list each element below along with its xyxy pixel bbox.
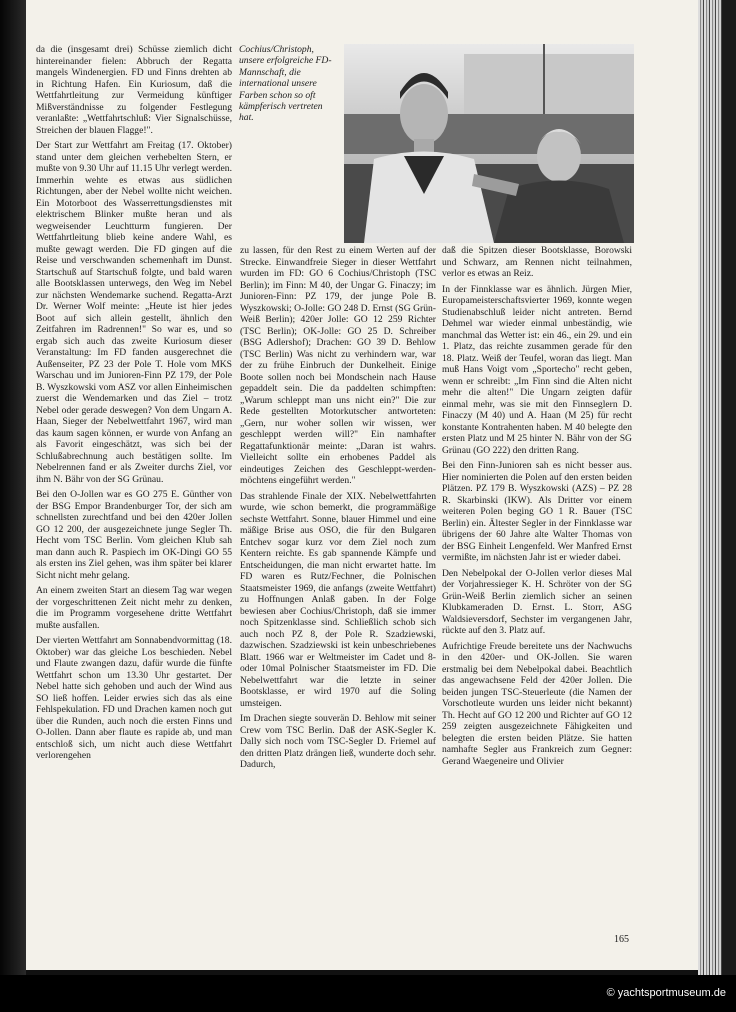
text-column-3: [442, 245, 632, 771]
text-column-1: [36, 44, 232, 766]
paragraph: zu lassen, für den Rest zu einem Werten auf der Strecke. Einwandfreie Sieger in dieser Wettfahrt wurden im FD: GO 6 Cochius/Christoph (TSC Berlin); im Finn: M 40, der Ungar G. Finaczy; im Junioren-Finn: PZ 179, der junge Pole B. Wyszkowski; O-Jolle: GO 248 D. Ernst (SG Grün-Weiß Berlin); 420er Jolle: GO 12 259 Richter (TSC Berlin); OK-Jolle: GO 25 D. Schreiber (BSG Adlershof); Drachen: GO 39 D. Behlow (TSC Berlin) Was nicht zu verhindern war, war der zu frühe Einbruch der Dunkelheit. Einige Boote sollen noch bei Mondschein nach Hause gepaddelt sein. Die da paddelten schimpften: „Warum schleppt man uns nicht ein?" Die zur Rede gestellten Motorkutscher antworteten: „Gern, nur woher sollen wir wissen, wer geschleppt werden will?" Ein namhafter Regattafunktionär meinte: „Daran ist wahrs. Vielleicht sollte ein erhobenes Paddel als eindeutiges Zeichen des Geschleppt-werden-möchtens eingeführt werden.": [240, 245, 436, 486]
paragraph: Aufrichtige Freude bereitete uns der Nachwuchs in den 420er- und OK-Jollen. Sie waren erstmalig bei dem Nebelpokal dabei. Beachtlich das angewachsene Feld der 420er Jollen. Die beiden jungen TSC-Steuerleute (die Namen der Vorschotleute wurden uns leider nicht bekannt) Th. Hecht auf GO 12 200 und Richter auf GO 12 259 zeigten ausgezeichnete Fähigkeiten und belegten die ersten beiden Plätze. Sie hatten namhafte Segler aus Frankreich zum Gegner: Gerand Waegeneire und Olivier: [442, 640, 632, 767]
book-cover-edge: [722, 0, 736, 975]
photo: [344, 44, 634, 243]
paragraph: da die (insgesamt drei) Schüsse ziemlich dicht hintereinander fielen: Abbruch der Regatta mangels Windenergien. FD und Finns drehten ab in Richtung Hafen. Ein Kuriosum, daß die Wettfahrtleitung zur Vermeidung künftiger Mißverständnisse zu folgender Festlegung veranlaßte: „Wettfahrtschluß: Vier Signalschüsse, Streichen der blauen Flagge!".: [36, 44, 232, 136]
book-edge-left: [0, 0, 26, 975]
paragraph: An einem zweiten Start an diesem Tag war wegen der vorgeschrittenen Zeit nicht mehr zu denken, die im Programm vorgesehene dritte Wettfahrt mußte ausfallen.: [36, 585, 232, 631]
paragraph: In der Finnklasse war es ähnlich. Jürgen Mier, Europameisterschaftsvierter 1969, konnte wegen Studienabschluß leider nicht antreten. Bernd Dehmel war wieder einmal unbeständig, wie manchmal das Wetter ist: ein 46., ein 29. und ein 1. Platz, das reichte zusammen gerade für den 18. Platz. Weiß der Teufel, woran das liegt. Man muß Hans Voigt vom „Sportecho" recht geben, wenn er schreibt: „Im Finn sind die Alten nicht mehr die alten!" Die Ungarn zeigten dafür einmal mehr, was sie mit den Finnseglern D. Finaczy (M 40) und A. Haan (M 25) für recht konstante Kontrahenten haben. M 40 belegte den ersten Platz und M 25 hinter N. Bähr von der SG Grünau (GO 222) den dritten Rang.: [442, 283, 632, 456]
paragraph: Bei den O-Jollen war es GO 275 E. Günther von der BSG Empor Brandenburger Tor, der sich am schnellsten zurechtfand und bei den 420er Jollen GO 12 200, der ausgezeichnete junge Segler Th. Hecht vom TSC Berlin. Vom gleichen Klub sah man dann auch R. Paspiech im OK-Dingi GO 55 als ersten ins Ziel gehen, was ihm später bei klarer Sicht nicht mehr gelang.: [36, 489, 232, 581]
paragraph: Bei den Finn-Junioren sah es nicht besser aus. Hier nominierten die Polen auf den ersten beiden Plätzen. PZ 179 B. Wyszkowski (AZS) – PZ 28 R. Skarbinski (IKW). Als Dritter vor einem weiteren Polen beging GO 1 R. Bauer (TSC Berlin) ein. Ältester Segler in der Finnklasse war übrigens der 60 Jahre alte Walter Thomas von der BSG Einheit Lengenfeld. Wer Manfred Ernst vermißte, im nächsten Jahr ist er wieder dabei.: [442, 460, 632, 563]
watermark: © yachtsportmuseum.de: [606, 987, 726, 999]
text-column-2: [240, 245, 436, 775]
paragraph: Im Drachen siegte souverän D. Behlow mit seiner Crew vom TSC Berlin. Daß der ASK-Segler K. Dally sich noch vom TSC-Segler D. Friemel auf den dritten Platz drängen ließ, wunderte doch sehr. Dadurch,: [240, 713, 436, 770]
paragraph: daß die Spitzen dieser Bootsklasse, Borowski und Schwarz, am Rennen nicht teilnahmen, verlor es etwas an Reiz.: [442, 245, 632, 279]
photo-two-sailors-icon: [344, 44, 634, 243]
paragraph: Das strahlende Finale der XIX. Nebelwettfahrten wurde, wie schon bemerkt, die programmäßige sechste Wettfahrt. Sonne, blauer Himmel und eine mäßige Brise aus OSO, die für den Bulgaren Entchev sogar kurz vor dem Ziel noch zum Kentern reichte. Es gab spannende Kämpfe und Entscheidungen, die man nicht erwartet hatte. Im FD waren es Rutz/Fechner, die Polnischen Staatsmeister 1969, die anfangs (zweite Wettfahrt) zu Hoffnungen Anlaß gaben. In der Folge bewiesen aber Cochius/Christoph, daß sie immer noch Spitzenklasse sind. Schließlich schob sich auch noch PZ 8, der Pole R. Szadziewski, dazwischen. Szadziewski ist kein unbeschriebenes Blatt. 1966 war er Weltmeister im Cadet und 8- oder 10mal Polnischer Staatsmeister im FD. Die Nebelwettfahrt war die letzte in seiner Bootsklasse, er wird 1970 auf die Soling umsteigen.: [240, 490, 436, 709]
paragraph: Den Nebelpokal der O-Jollen verlor dieses Mal der Vorjahressieger K. H. Schröter von der SG Grün-Weiß Berlin ziemlich sicher an seinen Klubkameraden D. Ernst. L. Storr, ASG Waldsieversdorf, Sechster im vergangenen Jahr, rückte auf den 3. Platz auf.: [442, 567, 632, 636]
page-number: 165: [614, 934, 629, 945]
paragraph: Der vierten Wettfahrt am Sonnabendvormittag (18. Oktober) war das gleiche Los beschieden. Nebel und Flaute zwangen dazu, dafür wurde die fünfte Wettfahrt schon um 13.30 Uhr gestartet. Der Nebel hatte sich gehoben und auch der Wind aus SO ließ hoffen. Leider erwies sich das als eine Fehlspekulation. FD und Drachen kamen noch gut über die Runden, auch noch die ersten Finns und O-Jollen. Dann aber flaute es rapide ab, und man entschloß sich, um nicht auch diese Wettfahrt verlorengehen: [36, 635, 232, 761]
photo-caption: Cochius/Christoph, unsere erfolgreiche FD-Mannschaft, die international unsere Farben schon so oft kämpferisch vertreten hat.: [239, 44, 332, 124]
paragraph: Der Start zur Wettfahrt am Freitag (17. Oktober) stand unter dem gleichen verhebelten Stern, er mußte von 9.30 Uhr auf 11.15 Uhr verlegt werden. Immerhin wehte es etwas aus südlichen Richtungen, aber der Nebel wollte nicht weichen. Ein Motorboot des Wasserrettungsdienstes mit elektrischem Blinker mußte heran und als wegweisender Leuchtturm fungieren. Der Wettfahrtleitung blieb keine andere Wahl, es mußte gewagt werden. Die FD gingen auf die Reise und verschwanden schemenhaft im Dunst. Startschuß auf Startschuß folgte, und bald waren alle Bootsklassen unterwegs, den Weg im Nebel zur nächsten Wendemarke suchend. Regatta-Arzt Dr. Werner Wolf meinte: „Heute ist hier jedes Boot auf sich allein gestellt, ähnlich den Zeitfahren im Radrennen!" So war es, und so ergab sich auch das zweite Kuriosum dieser Veranstaltung: Im FD fanden ausgerechnet die Außenseiter, PZ 23 der Pole T. Hole vom MKS Warschau und im Junioren-Finn PZ 179, der Pole B. Wyszkowski vom ASZ vor allen Einheimischen zuerst die Wendemarken und das Ziel – trotz Nebel oder gerade deswegen? Von dem Ungarn A. Haan, Sieger der Nebelwettfahrt 1967, wird man das kaum sagen können, er wurde von Anfang an als Favorit eingeschätzt, was sich bei der Schlußabrechnung auch bestätigen sollte. Im Nebelrennen fand er als Zweiter durchs Ziel, vor ihm N. Bähr von der SG Grünau.: [36, 140, 232, 485]
